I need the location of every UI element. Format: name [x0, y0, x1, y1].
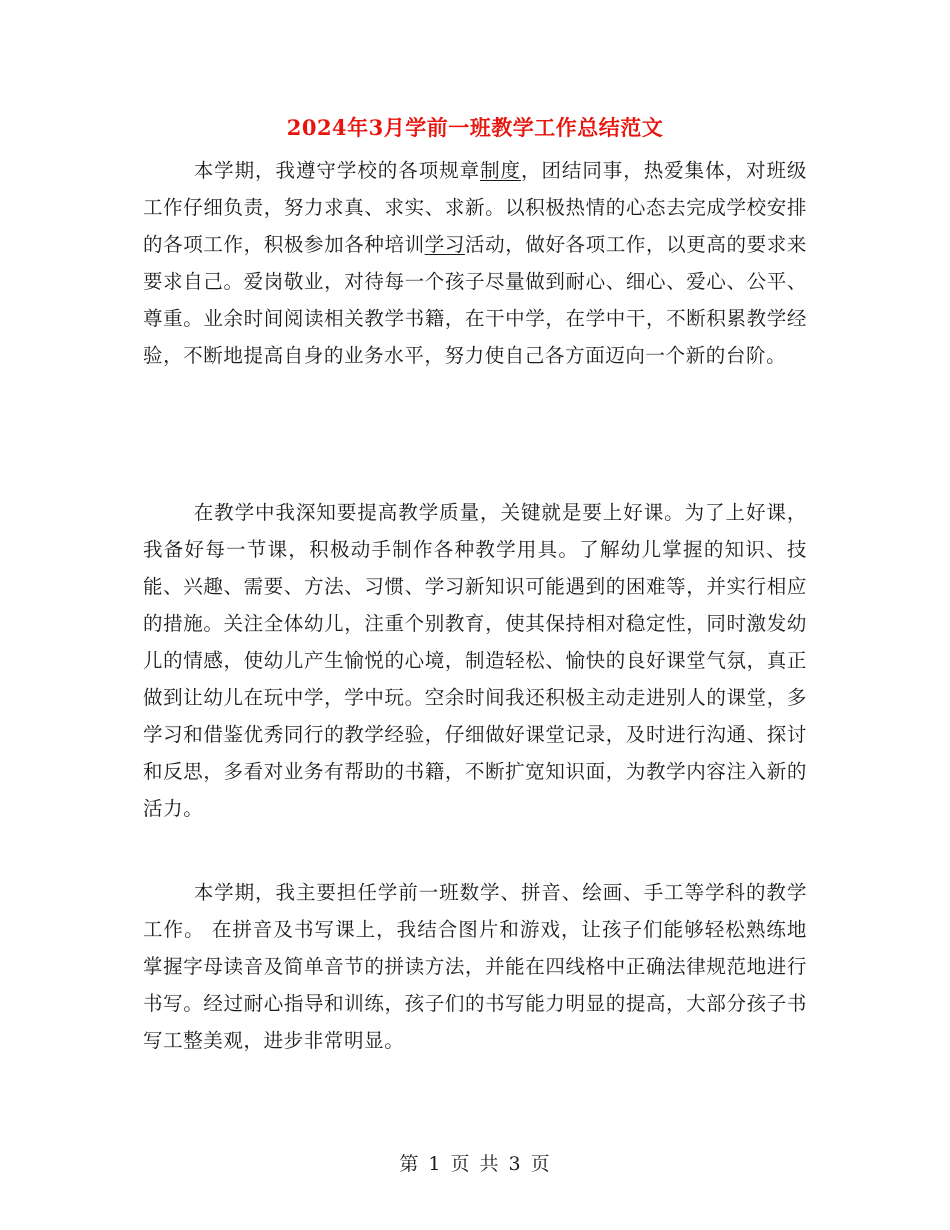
- page-footer: 第 1 页 共 3 页: [399, 1153, 551, 1175]
- link-xuexi[interactable]: 学习: [424, 233, 465, 256]
- paragraph-2-text: 在教学中我深知要提高教学质量，关键就是要上好课。为了上好课，我备好每一节课，积极动手制作各种教学用具。了解幼儿掌握的知识、技能、兴趣、需要、方法、习惯、学习新知识可能遇到的困难等，并实行相应的措施。关注全体幼儿，注重个别教育，使其保持相对稳定性，同时激发幼儿的情感，使幼儿产生愉悦的心境，制造轻松、愉快的良好课堂气氛，真正做到让幼儿在玩中学，学中玩。空余时间我还积极主动走进别人的课堂，多学习和借鉴优秀同行的教学经验，仔细做好课堂记录，及时进行沟通、探讨和反思，多看对业务有帮助的书籍，不断扩宽知识面，为教学内容注入新的活力。: [143, 501, 807, 820]
- paragraph-3-text: 本学期，我主要担任学前一班数学、拼音、绘画、手工等学科的教学工作。 在拼音及书写课上，我结合图片和游戏，让孩子们能够轻松熟练地掌握字母读音及简单音节的拼读方法，并能在四线格中正确法律规范地进行书写。经过耐心指导和训练，孩子们的书写能力明显的提高，大部分孩子书写工整美观，进步非常明显。: [143, 881, 807, 1052]
- paragraph-1-after: 活动，做好各项工作，以更高的要求来要求自己。爱岗敬业，对待每一个孩子尽量做到耐心、细心、爱心、公平、尊重。业余时间阅读相关教学书籍，在干中学，在学中干，不断积累教学经验，不断地提高自身的业务水平，努力使自己各方面迈向一个新的台阶。: [143, 233, 807, 367]
- paragraph-2: [143, 494, 807, 827]
- paragraph-1-middle: ，团结同事，热爱集体，对班级工作仔细负责，努力求真、求实、求新。以积极热情的心态去完成学校安排的各项工作，积极参加各种培训: [143, 159, 808, 256]
- paragraph-1: [143, 152, 807, 374]
- link-zhidu[interactable]: 制度: [480, 159, 521, 182]
- paragraph-1-before: 本学期，我遵守学校的各项规章: [193, 159, 481, 182]
- paragraph-1-text: [143, 152, 807, 374]
- document-title: 2024年3月学前一班教学工作总结范文: [286, 115, 664, 140]
- paragraph-3: [143, 874, 807, 1059]
